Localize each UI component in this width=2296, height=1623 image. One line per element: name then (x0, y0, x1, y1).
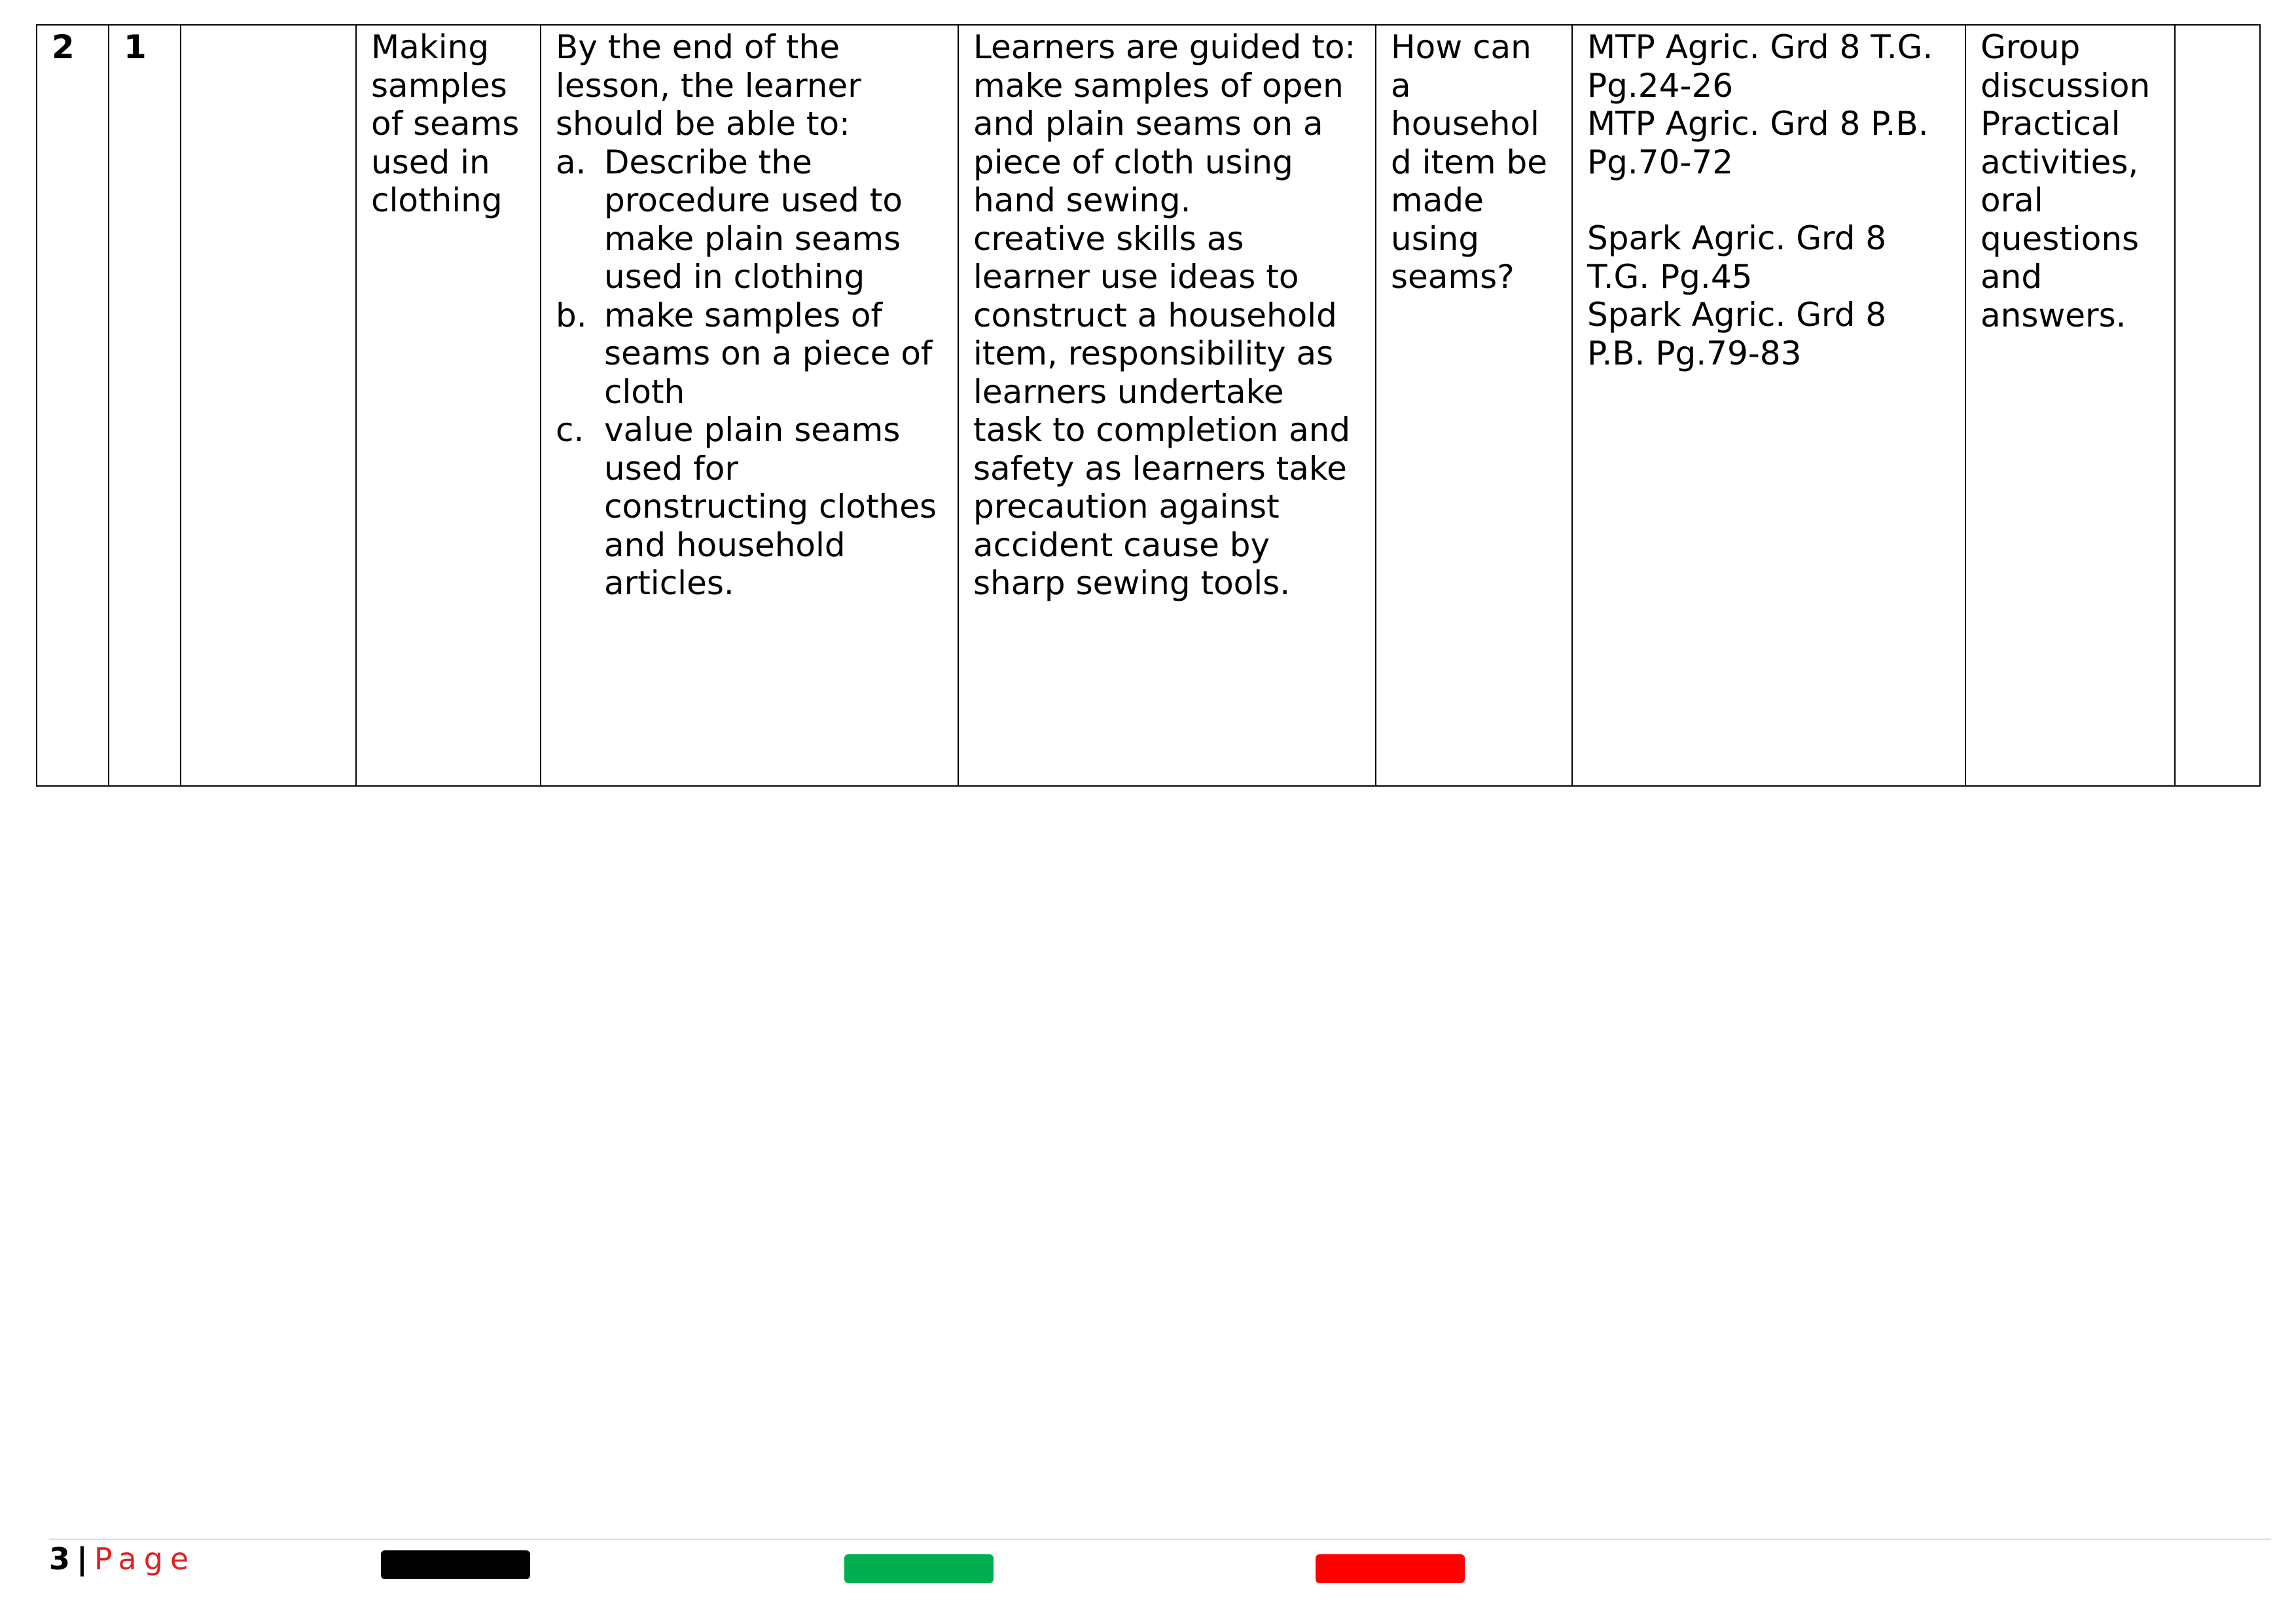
footer-bar-red (1316, 1554, 1465, 1583)
outcomes-list (556, 143, 943, 603)
assessment-cell: Group discussion Practical activities, oral questions and answers. (1965, 25, 2175, 786)
outcome-item (556, 143, 943, 296)
scheme-of-work-table (36, 24, 2261, 787)
footer-bar-black (381, 1550, 530, 1579)
outcome-marker: c. (556, 411, 584, 449)
week-cell: 2 (37, 25, 109, 786)
learning-experiences-cell: Learners are guided to: make samples of open and plain seams on a piece of cloth using hand sewing. creative skills as learner use ideas to construct a household item, responsibility as learners undertake task to completion and safety as learners take precaution against accident cause by sharp sewing tools. (958, 25, 1376, 786)
outcome-text: Describe the procedure used to make plain seams used in clothing (604, 143, 903, 296)
footer-bar-green (844, 1554, 994, 1583)
resource-spacer (1587, 181, 1950, 219)
resources-cell (1572, 25, 1965, 786)
page-number: 3 (49, 1541, 71, 1577)
footer-separator: | (77, 1541, 88, 1577)
remarks-cell (2175, 25, 2260, 786)
sub-strand-cell: Making samples of seams used in clothing (356, 25, 541, 786)
outcomes-intro: By the end of the lesson, the learner should be able to: (556, 28, 861, 143)
outcome-text: make samples of seams on a piece of cloth (604, 296, 933, 411)
page-footer (49, 1539, 196, 1578)
page-label: Page (94, 1541, 196, 1577)
outcome-marker: b. (556, 296, 587, 334)
learning-outcomes-cell (541, 25, 958, 786)
strand-cell (181, 25, 356, 786)
outcome-marker: a. (556, 143, 586, 181)
resource-line: Spark Agric. Grd 8 P.B. Pg.79-83 (1587, 296, 1887, 372)
outcome-text: value plain seams used for constructing clothes and household articles. (604, 411, 937, 602)
resource-line: Spark Agric. Grd 8 T.G. Pg.45 (1587, 219, 1887, 296)
outcome-item (556, 411, 943, 603)
lesson-cell: 1 (109, 25, 181, 786)
resource-line: MTP Agric. Grd 8 T.G. Pg.24-26 (1587, 28, 1933, 105)
resource-line: MTP Agric. Grd 8 P.B. Pg.70-72 (1587, 105, 1929, 181)
outcome-item (556, 296, 943, 412)
table-row (37, 25, 2260, 786)
footer-divider (49, 1539, 2271, 1540)
inquiry-question-cell: How can a househol d item be made using seams? (1376, 25, 1572, 786)
